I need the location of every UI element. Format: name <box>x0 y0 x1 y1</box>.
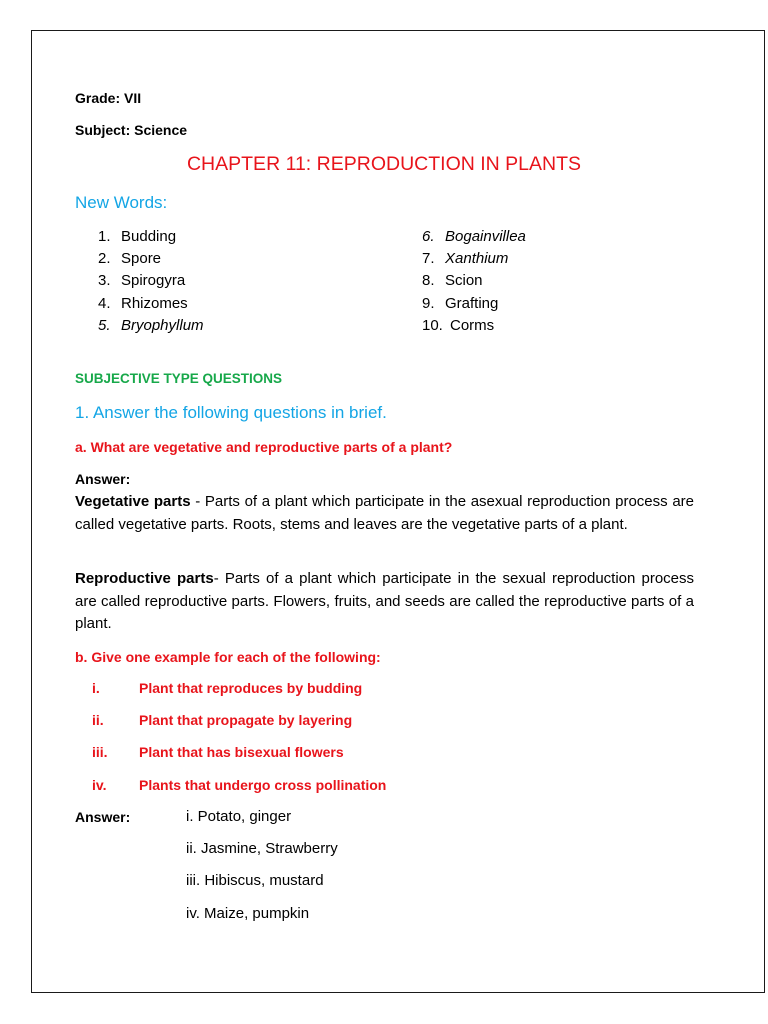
list-num: iv. <box>92 777 107 793</box>
answer-line: iv. Maize, pumpkin <box>186 905 310 922</box>
answer-line: i. Potato, ginger <box>186 808 292 825</box>
word-item: 10. Corms <box>422 317 495 334</box>
list-item: Plants that undergo cross pollination <box>139 777 387 793</box>
word-item: 7. Xanthium <box>422 250 509 267</box>
reproductive-text: - Parts of a plant which participate in the sexual reproduction process are called reproductive parts. Flowers, fruits, and seeds are called the reproductive parts of a plant. <box>75 570 695 632</box>
vegetative-text: - Parts of a plant which participate in the asexual reproduction process are called vegetative parts. Roots, stems and leaves are the vegetative parts of a plant. <box>75 493 694 533</box>
grade-label: Grade: VII <box>75 90 142 106</box>
list-num: ii. <box>92 712 104 728</box>
word-item: 1. Budding <box>98 228 177 245</box>
word-item: 4. Rhizomes <box>98 295 188 312</box>
word-item: 3. Spirogyra <box>98 272 186 289</box>
section-heading: 1. Answer the following questions in brief. <box>75 403 387 422</box>
list-item: Plant that has bisexual flowers <box>139 744 344 760</box>
answer-line: ii. Jasmine, Strawberry <box>186 840 338 857</box>
list-num: i. <box>92 680 100 696</box>
subjective-heading: SUBJECTIVE TYPE QUESTIONS <box>75 371 283 386</box>
answer-label: Answer: <box>75 809 131 825</box>
vegetative-term: Vegetative parts <box>75 493 191 510</box>
word-item: 9. Grafting <box>422 295 499 312</box>
question-a: a. What are vegetative and reproductive parts of a plant? <box>75 439 453 455</box>
vegetative-paragraph <box>75 491 694 536</box>
list-item: Plant that reproduces by budding <box>139 680 363 696</box>
word-item: 2. Spore <box>98 250 162 267</box>
word-item: 6. Bogainvillea <box>422 228 526 245</box>
chapter-title: CHAPTER 11: REPRODUCTION IN PLANTS <box>186 153 582 175</box>
word-item: 8. Scion <box>422 272 483 289</box>
new-words-heading: New Words: <box>75 193 168 212</box>
question-b: b. Give one example for each of the following: <box>75 649 381 665</box>
answer-line: iii. Hibiscus, mustard <box>186 872 324 889</box>
subject-label: Subject: Science <box>75 122 188 138</box>
list-item: Plant that propagate by layering <box>139 712 353 728</box>
reproductive-paragraph <box>75 568 694 636</box>
list-num: iii. <box>92 744 108 760</box>
word-item: 5. Bryophyllum <box>98 317 204 334</box>
answer-label: Answer: <box>75 471 131 487</box>
reproductive-term: Reproductive parts <box>75 570 214 587</box>
